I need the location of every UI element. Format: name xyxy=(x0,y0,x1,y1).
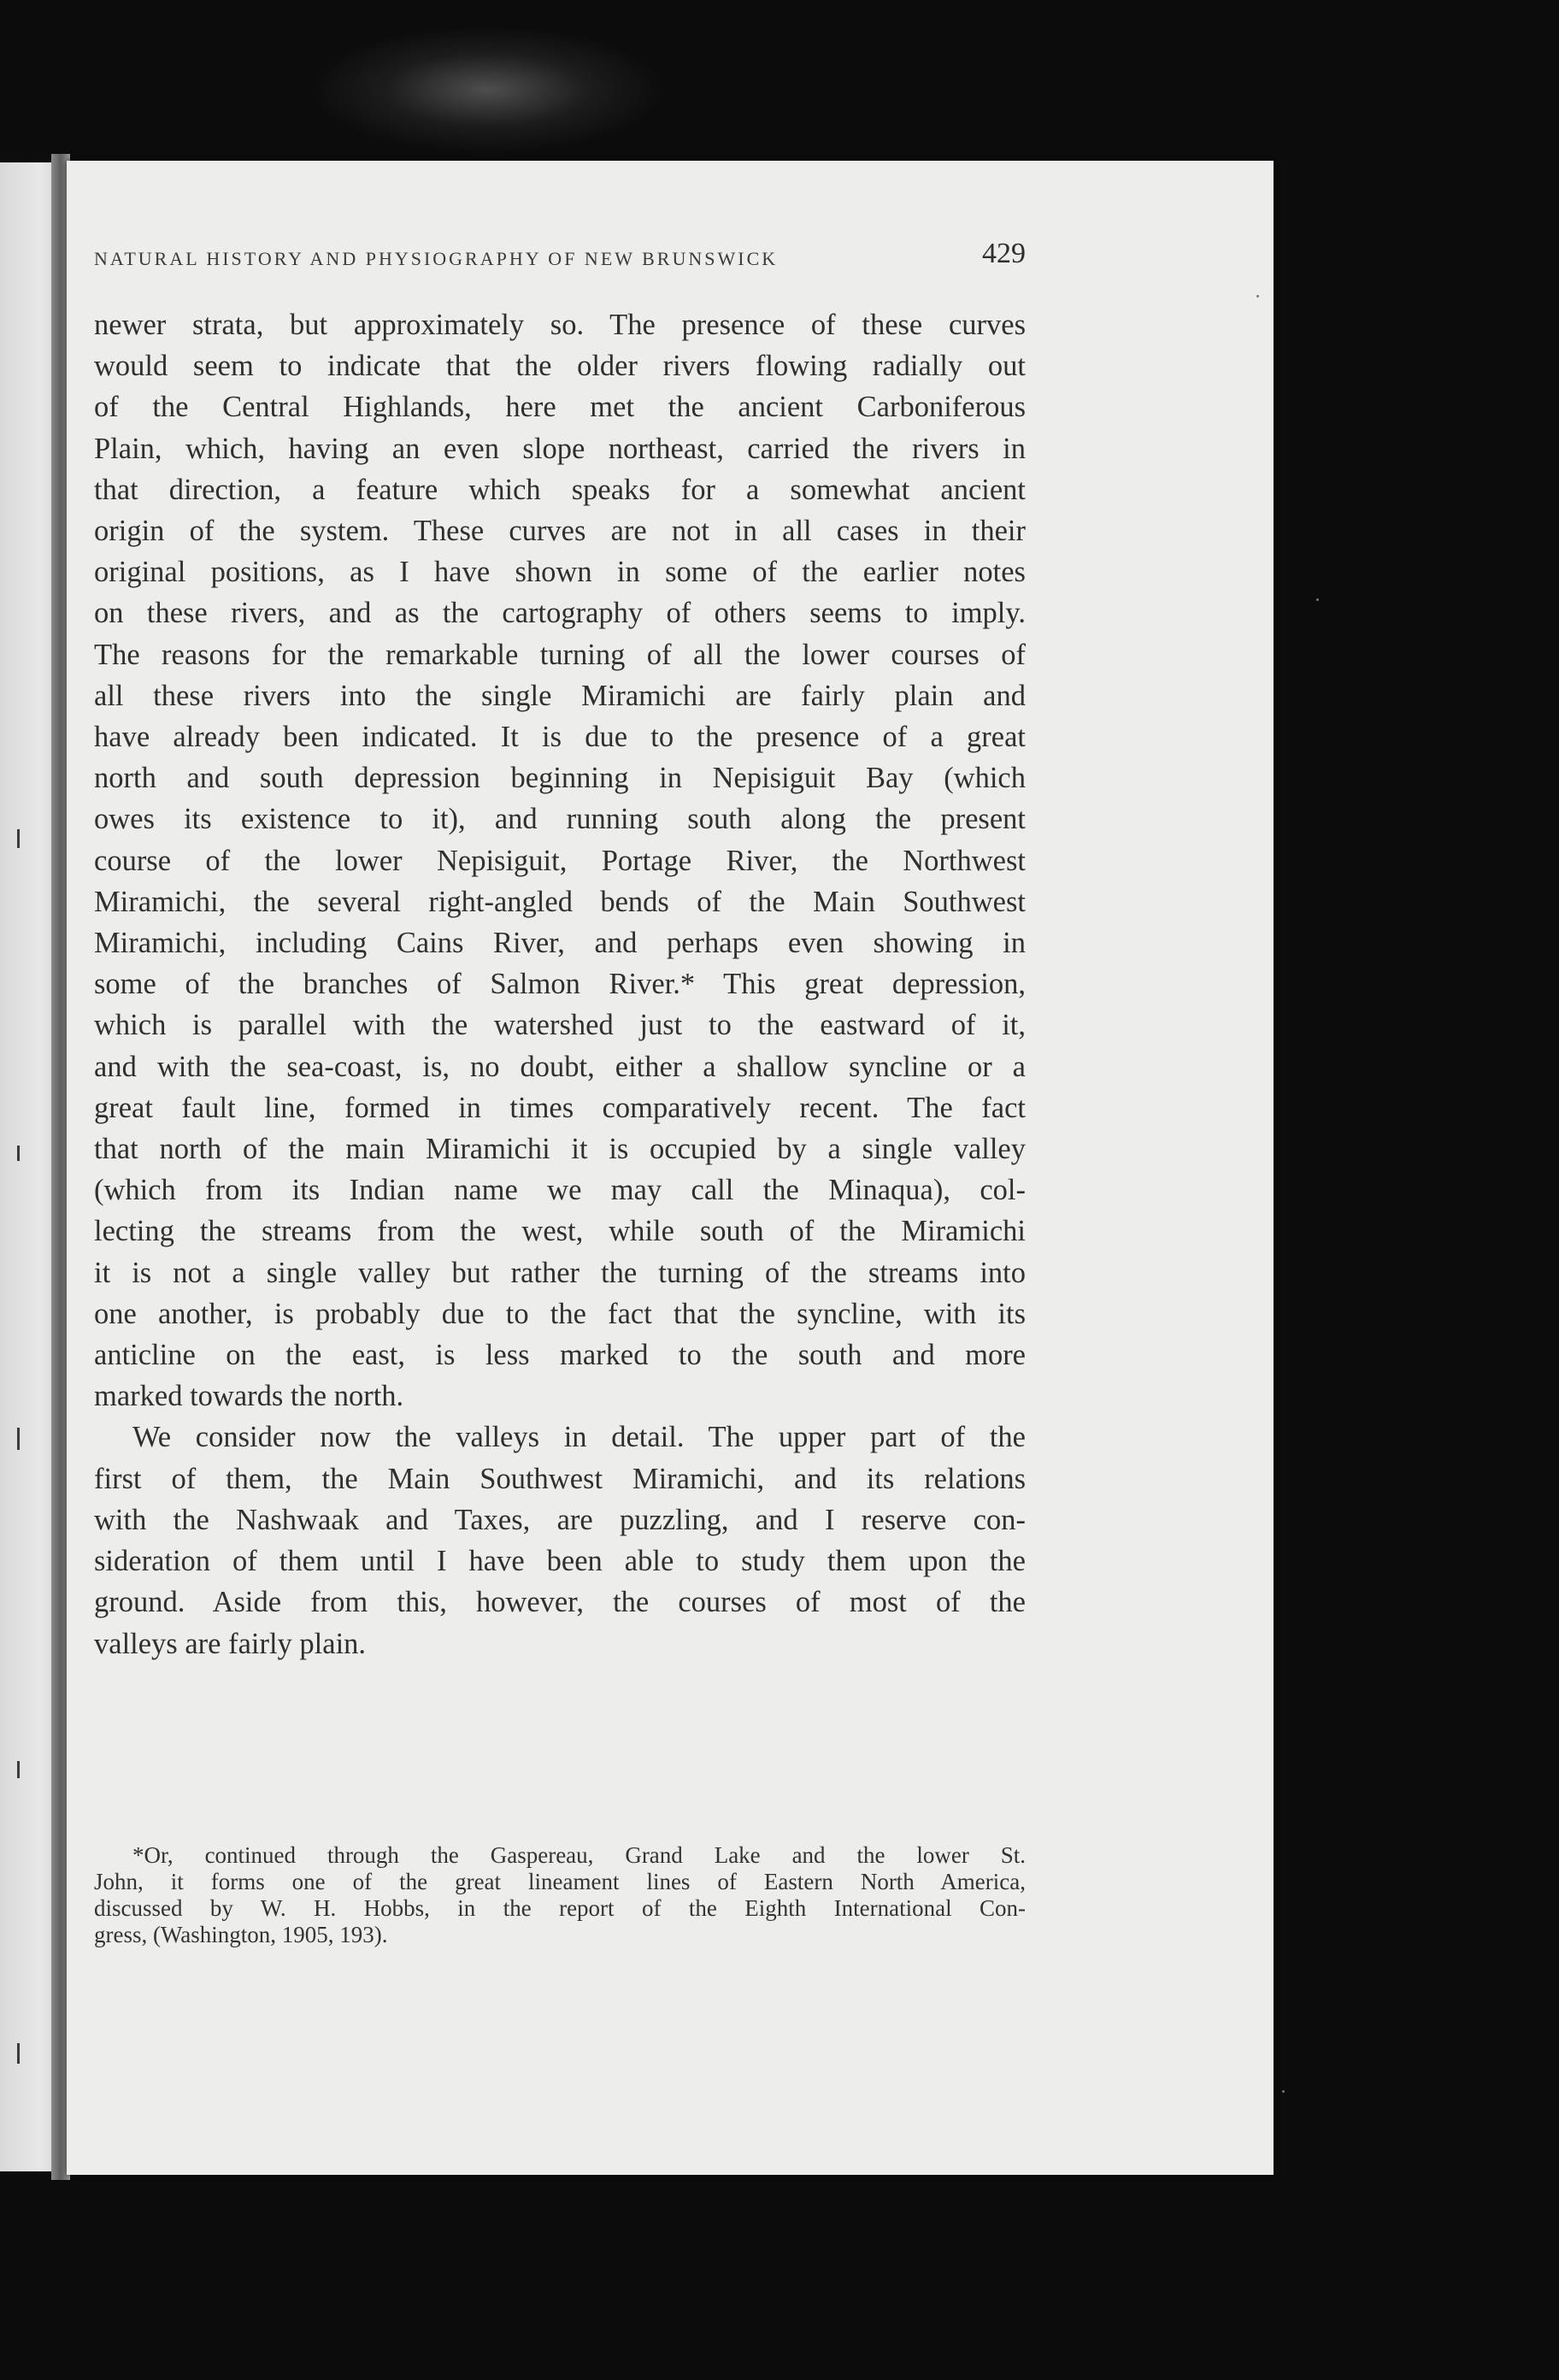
text-line: that direction, a feature which speaks for a somewhat ancient xyxy=(94,473,1026,506)
facing-page-mark xyxy=(17,1428,20,1450)
scan-smudge xyxy=(308,26,667,154)
facing-page-mark xyxy=(17,829,20,848)
paragraph-1 xyxy=(94,304,1026,1417)
footnote-line: *Or, continued through the Gaspereau, Grand Lake and the lower St. xyxy=(132,1842,1026,1868)
text-line: origin of the system. These curves are not in all cases in their xyxy=(94,515,1026,548)
paragraph-2 xyxy=(94,1417,1026,1664)
text-line: of the Central Highlands, here met the ancient Carboniferous xyxy=(94,391,1026,424)
footnote-line: John, it forms one of the great lineament lines of Eastern North America, xyxy=(94,1869,1026,1894)
text-line: owes its existence to it), and running south along the present xyxy=(94,803,1026,836)
footnote-line: gress, (Washington, 1905, 193). xyxy=(94,1922,388,1947)
text-line: great fault line, formed in times comparatively recent. The fact xyxy=(94,1091,1026,1124)
text-line: one another, is probably due to the fact that the syncline, with its xyxy=(94,1297,1026,1330)
text-line: some of the branches of Salmon River.* This great depression, xyxy=(94,968,1026,1001)
running-head xyxy=(94,238,1026,280)
text-line: north and south depression beginning in Nepisiguit Bay (which xyxy=(94,762,1026,795)
text-line: anticline on the east, is less marked to the south and more xyxy=(94,1339,1026,1372)
scan-speck xyxy=(1256,295,1259,298)
footnote-line: discussed by W. H. Hobbs, in the report of the Eighth International Con- xyxy=(94,1895,1026,1921)
text-line: lecting the streams from the west, while south of the Miramichi xyxy=(94,1215,1026,1248)
page-number: 429 xyxy=(982,238,1026,269)
text-line: have already been indicated. It is due to the presence of a great xyxy=(94,721,1026,754)
text-line: course of the lower Nepisiguit, Portage River, the Northwest xyxy=(94,844,1026,877)
text-line: on these rivers, and as the cartography of others seems to imply. xyxy=(94,597,1026,630)
text-line: (which from its Indian name we may call the Minaqua), col- xyxy=(94,1174,1026,1207)
facing-page-mark xyxy=(17,1761,20,1778)
text-line: first of them, the Main Southwest Miramichi, and its relations xyxy=(94,1462,1026,1495)
text-line: all these rivers into the single Miramichi are fairly plain and xyxy=(94,679,1026,712)
running-title: NATURAL HISTORY AND PHYSIOGRAPHY OF NEW BRUNSWICK xyxy=(94,248,779,269)
text-line: original positions, as I have shown in some of the earlier notes xyxy=(94,556,1026,589)
text-line: newer strata, but approximately so. The presence of these curves xyxy=(94,309,1026,341)
facing-page-mark xyxy=(17,2043,20,2064)
scan-speck xyxy=(1316,598,1319,601)
text-line: would seem to indicate that the older rivers flowing radially out xyxy=(94,350,1026,383)
text-line: which is parallel with the watershed just to the eastward of it, xyxy=(94,1009,1026,1042)
text-line: and with the sea-coast, is, no doubt, either a shallow syncline or a xyxy=(94,1050,1026,1083)
text-line: valleys are fairly plain. xyxy=(94,1627,367,1660)
text-line: it is not a single valley but rather the turning of the streams into xyxy=(94,1256,1026,1289)
text-line: The reasons for the remarkable turning of all the lower courses of xyxy=(94,638,1026,671)
text-line: We consider now the valleys in detail. The upper part of the xyxy=(132,1421,1026,1454)
text-line: with the Nashwaak and Taxes, are puzzling, and I reserve con- xyxy=(94,1503,1026,1536)
footnote xyxy=(94,1842,1026,1948)
scan-speck xyxy=(1282,2090,1285,2093)
text-line: Plain, which, having an even slope northeast, carried the rivers in xyxy=(94,432,1026,465)
text-line: marked towards the north. xyxy=(94,1380,404,1413)
facing-page-mark xyxy=(17,1146,20,1161)
text-line: Miramichi, the several right-angled bends of the Main Southwest xyxy=(94,885,1026,918)
text-line: that north of the main Miramichi it is occupied by a single valley xyxy=(94,1133,1026,1166)
text-line: Miramichi, including Cains River, and perhaps even showing in xyxy=(94,927,1026,960)
body-text xyxy=(94,304,1026,1664)
text-line: ground. Aside from this, however, the courses of most of the xyxy=(94,1586,1026,1619)
text-line: sideration of them until I have been able to study them upon the xyxy=(94,1545,1026,1578)
